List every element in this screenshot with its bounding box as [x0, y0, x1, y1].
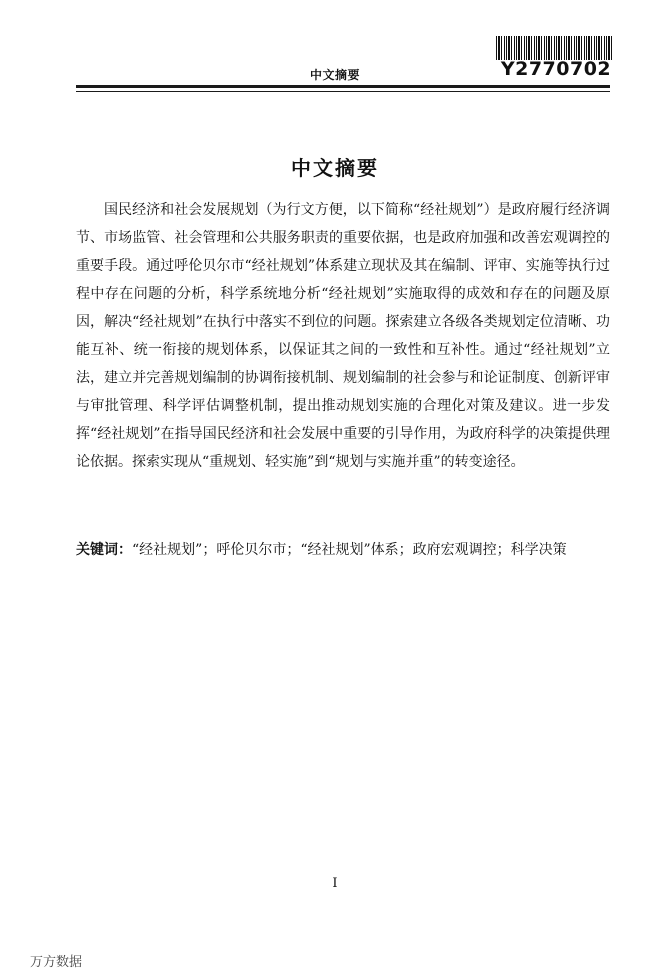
barcode-bars	[496, 36, 614, 60]
barcode-number: Y2770702	[500, 58, 612, 80]
keywords-line	[76, 536, 610, 564]
header-rule-thin	[76, 91, 610, 92]
keywords-label: 关键词：	[76, 542, 132, 558]
page-title: 中文摘要	[291, 156, 379, 180]
barcode-sticker	[494, 36, 618, 86]
keywords-text: “经社规划”；呼伦贝尔市；“经社规划”体系；政府宏观调控；科学决策	[132, 542, 567, 558]
abstract-paragraph: 国民经济和社会发展规划（为行文方便，以下简称“经社规划”）是政府履行经济调节、市场监管、社会管理和公共服务职责的重要依据，也是政府加强和改善宏观调控的重要手段。通过呼伦贝尔市“经社规划”体系建立现状及其在编制、评审、实施等执行过程中存在问题的分析，科学系统地分析“经社规划”实施取得的成效和存在的问题及原因，解决“经社规划”在执行中落实不到位的问题。探索建立各级各类规划定位清晰、功能互补、统一衔接的规划体系，以保证其之间的一致性和互补性。通过“经社规划”立法，建立并完善规划编制的协调衔接机制、规划编制的社会参与和论证制度、创新评审与审批管理、科学评估调整机制，提出推动规划实施的合理化对策及建议。进一步发挥“经社规划”在指导国民经济和社会发展中重要的引导作用，为政府科学的决策提供理论依据。探索实现从“重规划、轻实施”到“规划与实施并重”的转变途径。	[76, 202, 610, 470]
page-number: I	[332, 876, 338, 891]
watermark: 万方数据	[30, 955, 83, 970]
running-head: 中文摘要	[309, 68, 360, 82]
